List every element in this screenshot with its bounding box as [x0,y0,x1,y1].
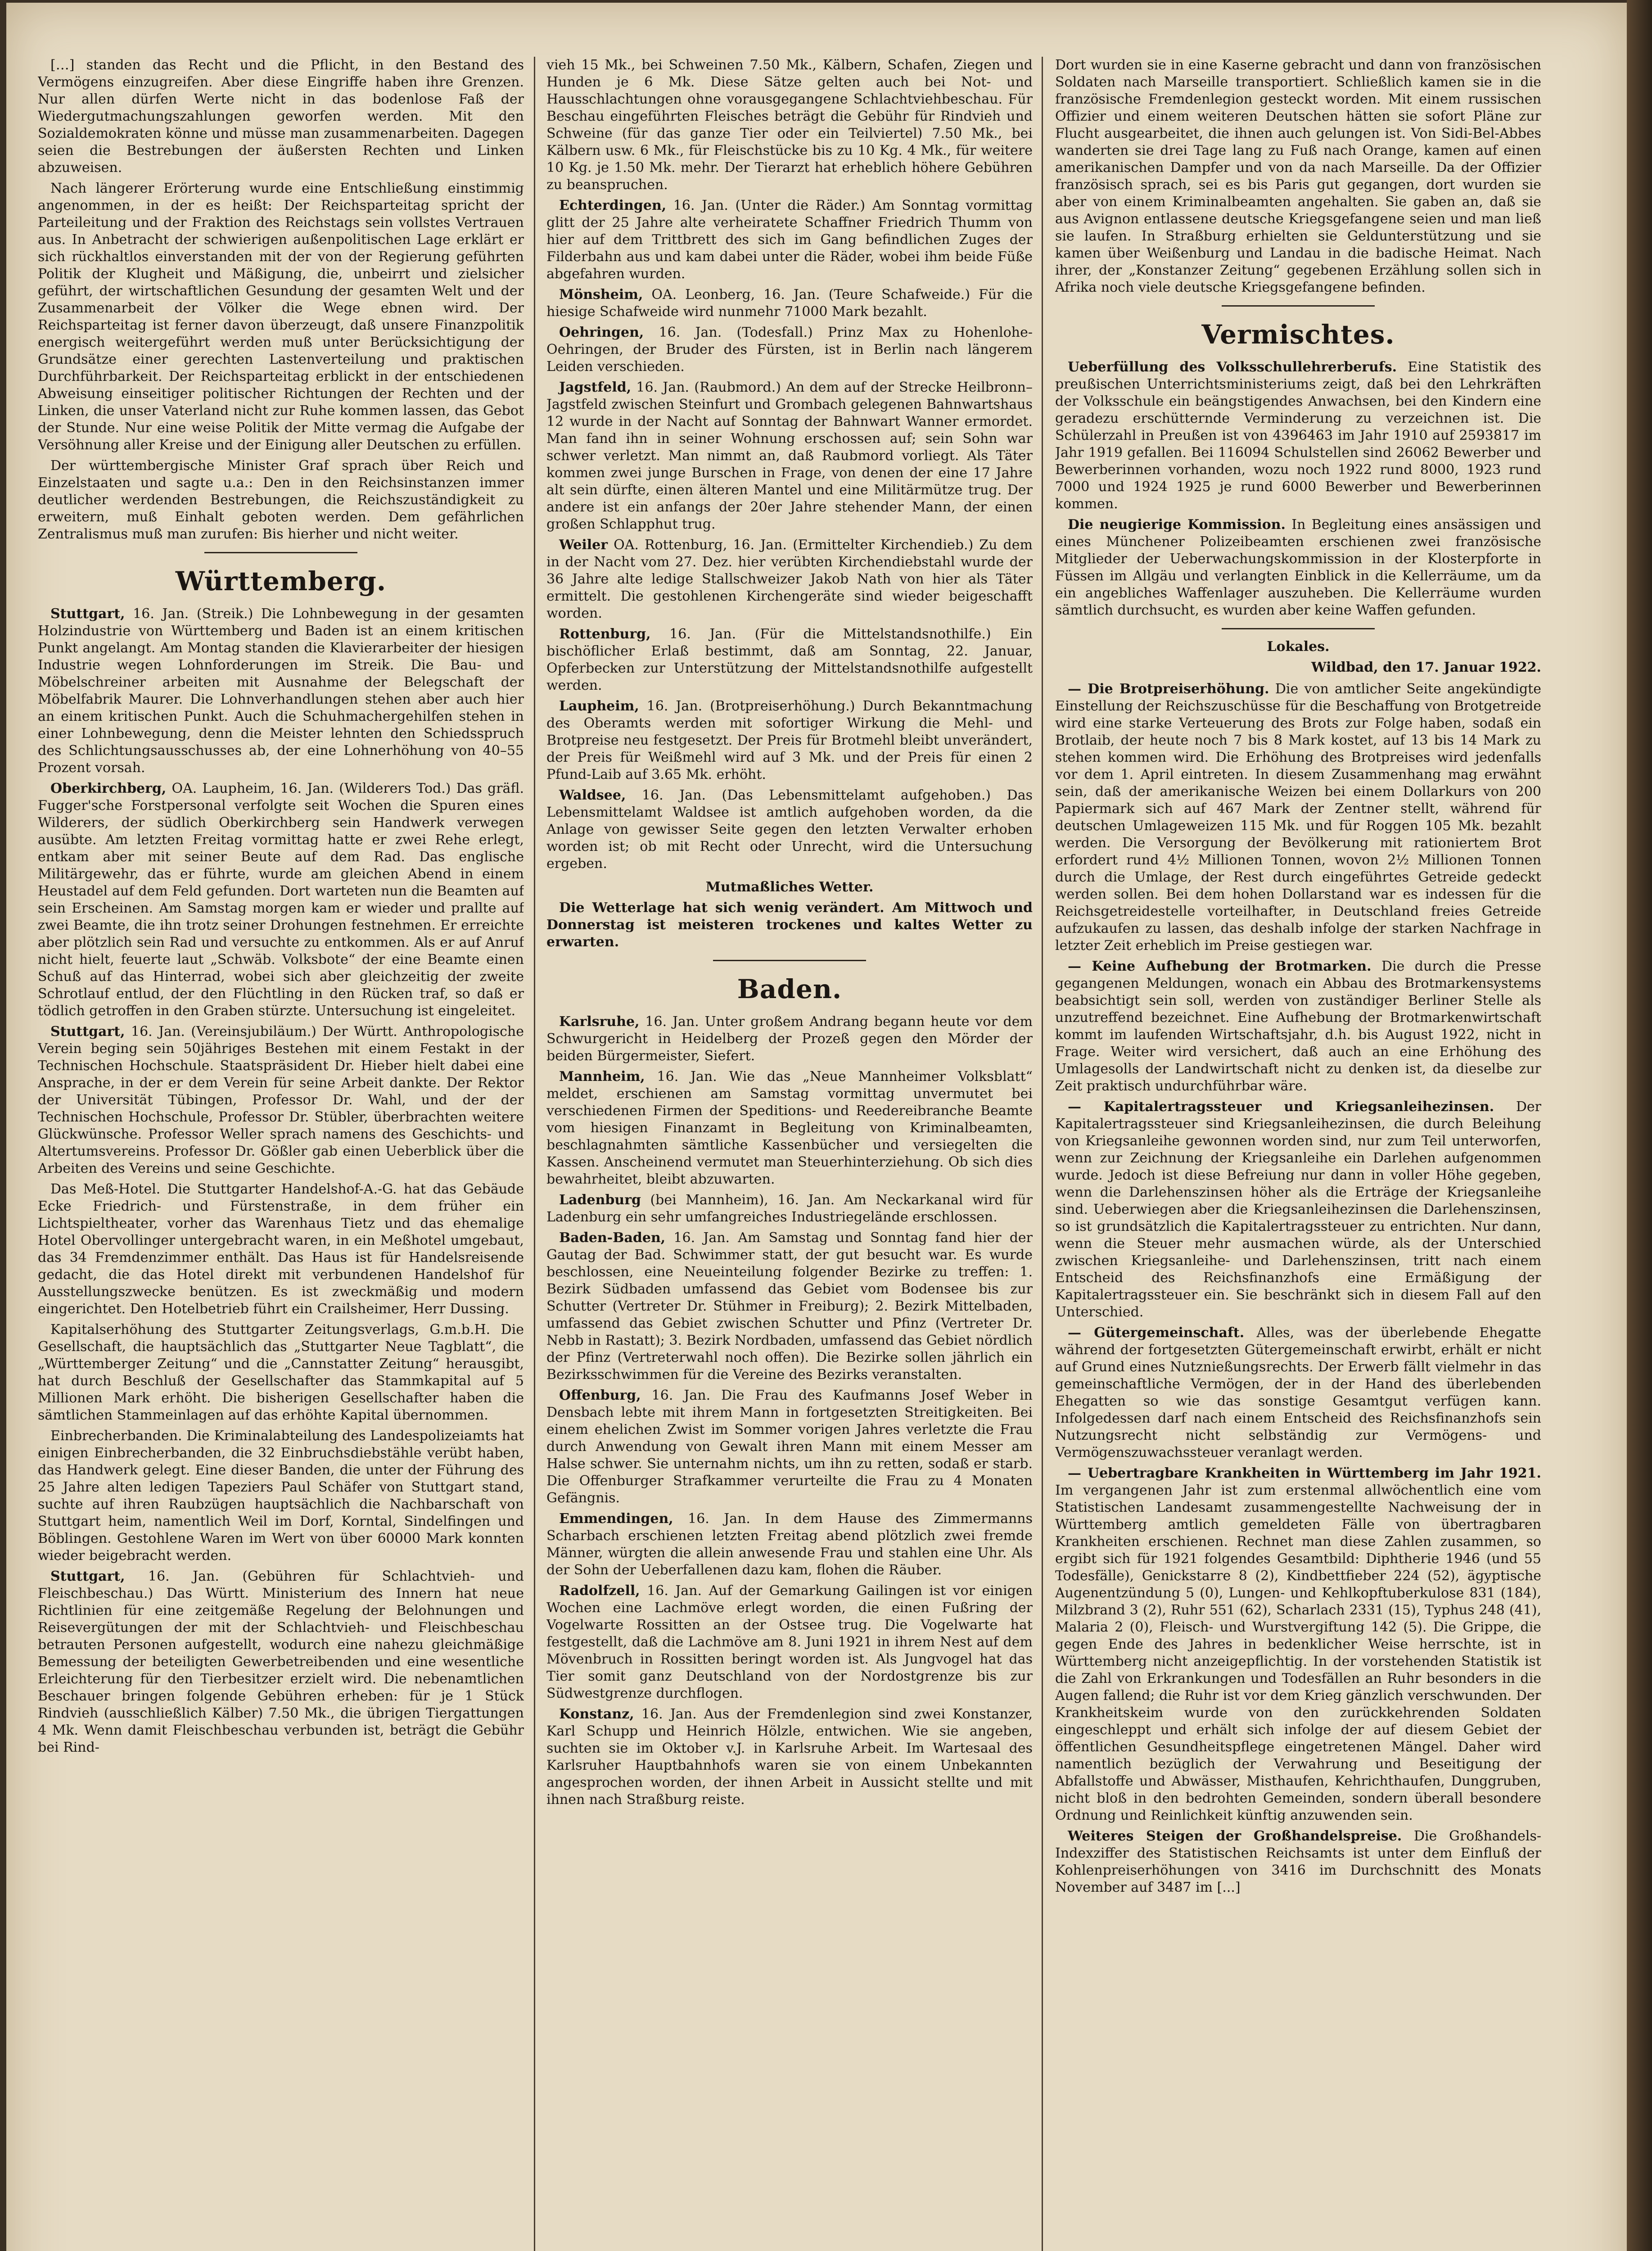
news-item-body: 16. Jan. Auf der Gemarkung Gailingen ist vor einigen Wochen eine Lachmöve erlegt worden, die einen Fußring der Vogelwarte Rossitten an der Ostsee trug. Die Vogelwarte hat festgestellt, daß die Lachmöve am 8. Juni 1921 in ihrem Nest auf dem Mövenbruch in Rossitten beringt worden ist. Als Jungvogel hat das Tier somit ganz Deutschland von der Nordostgrenze bis zur Südwestgrenze durchflogen. [546,1583,1033,1701]
news-item-body: Eine Statistik des preußischen Unterrichtsministeriums zeigt, daß bei den Lehrkräften der Volksschule ein beängstigendes Anwachsen, bei den Kindern eine geradezu erschütternde Verminderung zu verzeichnen ist. Die Schülerzahl in Preußen ist von 4396463 im Jahr 1910 auf 2593817 im Jahr 1919 gefallen. Bei 116094 Schulstellen sind 26062 Bewerber und Bewerberinnen vorhanden, wozu noch 1922 rund 8000, 1923 rund 7000 und 1924 1925 je rund 6000 Bewerber und Bewerberinnen kommen. [1055,359,1541,512]
news-item-dateline: Ladenburg [559,1192,641,1208]
news-item-dateline: Konstanz, [559,1706,634,1722]
article-paragraph: […] standen das Recht und die Pflicht, in den Bestand des Vermögens einzugreifen. Aber diese Eingriffe haben ihre Grenzen. Nur allen dürfen Werte nicht in das bodenlose Faß der Wiedergutmachungszahlungen geworfen werden. Mit den Sozialdemokraten könne und müsse man zusammenarbeiten. Dagegen seien die Bestrebungen der äußersten Rechten und Linken abzuweisen. [38,57,524,176]
news-item-dateline: — Keine Aufhebung der Brotmarken. [1068,958,1372,974]
news-item [546,286,1033,321]
news-item [546,1706,1033,1808]
article-paragraph: Einbrecherbanden. Die Kriminalabteilung des Landespolizeiamts hat einigen Einbrecherbanden, die 32 Einbruchsdiebstähle verübt haben, das Handwerk gelegt. Eine dieser Banden, die unter der Führung des 25 Jahre alten ledigen Tapeziers Paul Schäfer von Stuttgart stand, suchte auf ihren Raubzügen hauptsächlich die Nachbarschaft von Stuttgart heim, namentlich Weil im Dorf, Korntal, Sindelfingen und Böblingen. Gestohlene Waren im Wert von über 60000 Mark konnten wieder beigebracht werden. [38,1428,524,1564]
article-paragraph: Der württembergische Minister Graf sprach über Reich und Einzelstaaten und sagte u.a.: Den in den Reichsinstanzen immer deutlicher werdenden Bestrebungen, die Reichszuständigkeit zu erweitern, muß Einhalt geboten werden. Dem gefährlichen Zentralismus muß man zurufen: Bis hierher und nicht weiter. [38,458,524,542]
news-item [546,537,1033,622]
news-item-dateline: Echterdingen, [559,198,667,213]
article-paragraph: Dort wurden sie in eine Kaserne gebracht und dann von französischen Soldaten nach Marseille transportiert. Schließlich kamen sie in die französische Fremdenlegion gesteckt worden. Mit einem russischen Offizier und einem weiteren Deutschen hätten sie sofort Pläne zur Flucht ausgearbeitet, die ihnen auch gelungen ist. Von Sidi-Bel-Abbes wanderten sie drei Tage lang zu Fuß nach Orange, kamen auf einen amerikanischen Dampfer und von da nach Marseille. Da der Offizier französisch sprach, sei es bis Paris gut gegangen, dort wurden sie aber von einem Kriminalbeamten angehalten. Sie gaben an, daß sie aus Avignon entlassene deutsche Kriegsgefangene seien und man ließ sie laufen. In Straßburg erhielten sie Geldunterstützung und sie kamen über Weißenburg und Landau in die badische Heimat. Nach ihrer, der „Konstanzer Zeitung“ gegebenen Erzählung sollen sich in Afrika noch viele deutsche Kriegsgefangene befinden. [1055,57,1541,295]
news-item [546,197,1033,283]
news-item-dateline: Waldsee, [559,787,626,803]
news-item-body: 16. Jan. (Raubmord.) An dem auf der Strecke Heilbronn–Jagstfeld zwischen Steinfurt und Grombach gelegenen Bahnwartshaus 12 wurde in der Nacht auf Sonntag der Bahnwart Wanner ermordet. Man fand ihn in seiner Wohnung erschossen auf; sein Sohn war schwer verletzt. Man nimmt an, daß Raubmord vorliegt. Als Täter kommen zwei junge Burschen in Frage, von denen der eine 17 Jahre alt sein dürfte, einen älteren Mantel und eine Militärmütze trug. Der andere ist ein anfangs der 20er Jahre stehender Mann, der einen großen Schlapphut trug. [546,380,1033,532]
subsection-heading: Lokales. [1267,639,1330,655]
news-item [1055,681,1541,954]
news-item-body: OA. Rottenburg, 16. Jan. (Ermittelter Kirchendieb.) Zu dem in der Nacht vom 27. Dez. hier verübten Kirchendiebstahl wurde der 36 Jahre alte ledige Stallschweizer Jakob Nath von hier als Täter ermittelt. Die gestohlenen Kirchengeräte sind wieder beigeschafft worden. [546,537,1033,621]
news-item-body: (bei Mannheim), 16. Jan. Am Neckarkanal wird für Ladenburg ein sehr umfangreiches Industriegelände erschlossen. [546,1192,1033,1225]
news-item-body: 16. Jan. In dem Hause des Zimmermanns Scharbach erschienen letzten Freitag abend plötzlich zwei fremde Männer, würgten die allein anwesende Frau und stahlen eine Uhr. Als der Sohn der Ueberfallenen dazu kam, flohen die Räuber. [546,1511,1033,1578]
news-item-body: 16. Jan. (Vereinsjubiläum.) Der Württ. Anthropologische Verein beging sein 50jähriges Bestehen mit einem Festakt in der Technischen Hochschule. Staatspräsident Dr. Hieber hielt dabei eine Ansprache, in der er dem Verein für seine Arbeit dankte. Der Rektor der Universität Tübingen, Professor Dr. Wahl, und der der Technischen Hochschule, Professor Dr. Stübler, überbrachten weitere Glückwünsche. Professor Weller sprach namens des Geschichts- und Altertumsvereins. Professor Dr. Gößler gab einen Ueberblick über die Arbeiten des Vereins und seine Geschichte. [38,1024,524,1176]
news-item [1055,1098,1541,1321]
column-divider-left [534,57,535,2251]
news-item-dateline: Weiteres Steigen der Großhandelspreise. [1068,1828,1402,1844]
news-item-dateline: Laupheim, [559,698,639,714]
news-item [546,1387,1033,1507]
news-item-dateline: Emmendingen, [559,1511,673,1527]
article-paragraph: vieh 15 Mk., bei Schweinen 7.50 Mk., Kälbern, Schafen, Ziegen und Hunden je 6 Mk. Diese Sätze gelten auch bei Not- und Hausschlachtungen ohne vorausgegangene Schlachtviehbeschau. Für Beschau eingeführten Fleisches beträgt die Gebühr für Rindvieh und Schweine (für das ganze Tier oder ein Teilviertel) 7.50 Mk., bei Kälbern usw. 6 Mk., für Fleischstücke bis zu 10 Kg. 4 Mk., für weitere 10 Kg. je 1.50 Mk. mehr. Der Tierarzt hat erheblich höhere Gebühren zu beanspruchen. [546,57,1033,193]
news-item [1055,1465,1541,1824]
news-item [546,1013,1033,1065]
news-item [546,1510,1033,1579]
section-divider [1222,305,1375,307]
news-item [546,626,1033,694]
news-item [1055,516,1541,619]
news-item-dateline: Jagstfeld, [559,380,632,395]
news-item [38,606,524,777]
news-item-dateline: — Die Brotpreiserhöhung. [1068,681,1269,697]
news-item-dateline: Stuttgart, [50,606,125,622]
news-item-dateline: Karlsruhe, [559,1014,640,1030]
news-item-body: 16. Jan. (Unter die Räder.) Am Sonntag vormittag glitt der 25 Jahre alte verheiratete Schaffner Friedrich Thumm von hier auf dem Trittbrett des sich im Gang befindlichen Zuges der Filderbahn aus und kam dabei unter die Räder, wobei ihm beide Füße abgefahren wurden. [546,198,1033,282]
news-item-dateline: Rottenburg, [559,626,651,642]
news-item-body: Alles, was der überlebende Ehegatte während der fortgesetzten Gütergemeinschaft erwirbt, erhält er nicht auf Grund eines Nutznießungsrechts. Der Erwerb fällt vielmehr in das gemeinschaftliche Vermögen, der in der Hand des überlebenden Ehegatten so wie das sonstige Gesamtgut verfügen kann. Infolgedessen darf nach einem Entscheid des Reichsfinanzhofs sein Nutzungsrecht nicht selbständig zur Vermögens- und Vermögenszuwachssteuer veranlagt werden. [1055,1325,1541,1460]
column-right [1055,57,1541,2251]
news-item [546,1192,1033,1226]
news-item-body: Im vergangenen Jahr ist zum erstenmal allwöchentlich eine vom Statistischen Landesamt zusammengestellte Nachweisung der in Württemberg amtlich gemeldeten Fälle von übertragbaren Krankheiten erschienen. Rechnet man diese Zahlen zusammen, so ergibt sich für 1921 folgendes Gesamtbild: Diphtherie 1946 (und 55 Todesfälle), Genickstarre 8 (2), Kindbettfieber 224 (52), ägyptische Augenentzündung 5 (0), Lungen- und Kehlkopftuberkulose 831 (184), Milzbrand 3 (2), Ruhr 551 (62), Scharlach 2331 (15), Typhus 248 (41), Malaria 2 (0), Fleisch- und Wurstvergiftung 142 (5). Die Grippe, die gegen Ende des Jahres in bedenklicher Weise herrschte, ist in Württemberg nicht anzeigepflichtig. In der vorstehenden Statistik ist die Zahl von Erkrankungen und Todesfällen an Ruhr besonders in die Augen fallend; die Ruhr ist vor dem Krieg gänzlich verschwunden. Der Krankheitskeim wurde von den zurückkehrenden Soldaten eingeschleppt und erhält sich infolge der auf diesem Gebiet der öffentlichen Gesundheitspflege eingetretenen Mängel. Daher wird namentlich bezüglich der Verwahrung und Beseitigung der Abfallstoffe und Abwässer, Misthaufen, Kehrichthaufen, Dunggruben, nicht bloß in den bedrohten Gemeinden, sondern überall besondere Ordnung und Reinlichkeit künftig anzuwenden sein. [1055,1483,1541,1823]
news-item-dateline: Weiler [559,537,608,553]
section-divider [713,960,866,961]
news-item-body: Der Kapitalertragssteuer sind Kriegsanleihezinsen, die durch Beleihung von Kriegsanleihe gewonnen worden sind, nur zum Teil unterworfen, wenn zur Zeichnung der Kriegsanleihe ein Darlehen aufgenommen wurde. Jedoch ist diese Befreiung nur dann in voller Höhe gegeben, wenn die Darlehenszinsen höher als die Erträge der Kriegsanleihe sind. Ueberwiegen aber die Kriegsanleihezinsen die Darlehenszinsen, so ist grundsätzlich die Kapitalertragssteuer zu entrichten. Nur dann, wenn die Steuer mehr ausmachen würde, als der Unterschied zwischen Kriegsanleihe- und Darlehenszinsen, tritt nach einem Entscheid des Reichsfinanzhofs eine Ermäßigung der Kapitalertragssteuer ein. Sie beschränkt sich in diesem Fall auf den Unterschied. [1055,1099,1541,1320]
article-paragraph: Das Meß-Hotel. Die Stuttgarter Handelshof-A.-G. hat das Gebäude Ecke Friedrich- und Fürstenstraße, in dem früher ein Lichtspieltheater, vorher das Warenhaus Tietz und das ehemalige Hotel Obervollinger untergebracht waren, in ein Meßhotel umgebaut, das 34 Fremdenzimmer enthält. Das Haus ist für Handelsreisende gedacht, die das Hotel direkt mit verbundenen Handelshof für Ausstellungszwecke benützen. Es ist zweckmäßig und modern eingerichtet. Den Hotelbetrieb führt ein Crailsheimer, Herr Dussing. [38,1181,524,1317]
news-item-body: 16. Jan. (Gebühren für Schlachtvieh- und Fleischbeschau.) Das Württ. Ministerium des Innern hat neue Richtlinien für eine zeitgemäße Regelung der Belohnungen und Reisevergütungen der mit der Schlachtvieh- und Fleischbeschau betrauten Personen aufgestellt, wodurch eine nahezu gleichmäßige Bemessung der beteiligten Gewerbetreibenden und eine wesentliche Erleichterung für den Tierbesitzer erzielt wird. Die nebenamtlichen Beschauer bringen folgende Gebühren erheben: für je 1 Stück Rindvieh (ausschließlich Kälber) 7.50 Mk., die übrigen Tiergattungen 4 Mk. Wenn damit Fleischbeschau verbunden ist, beträgt die Gebühr bei Rind- [38,1568,524,1755]
news-item [546,324,1033,375]
news-item-body: 16. Jan. Wie das „Neue Mannheimer Volksblatt“ meldet, erschienen am Samstag vormittag unvermutet bei verschiedenen Firmen der Speditions- und Reedereibranche Beamte vom hiesigen Finanzamt in Begleitung von Kriminalbeamten, beschlagnahmten sämtliche Kassenbücher und versiegelten die Kassen. Anscheinend vermutet man Steuerhinterziehung. Ob sich dies bewahrheitet, bleibt abzuwarten. [546,1069,1033,1187]
news-item-body: 16. Jan. (Brotpreiserhöhung.) Durch Bekanntmachung des Oberamts werden mit sofortiger Wirkung die Mehl- und Brotpreise neu festgesetzt. Der Preis für Brotmehl bleibt unverändert, der Preis für Weißmehl wird auf 3 Mk. und der Preis für einen 2 Pfund-Laib auf 3.65 Mk. erhöht. [546,698,1033,782]
news-item-body: In Begleitung eines ansässigen und eines Münchener Polizeibeamten erschienen zwei französische Mitglieder der Ueberwachungskommission in der Klosterpforte in Füssen im Allgäu und verlangten Einblick in die Kellerräume, um da ein angebliches Waffenlager auszuheben. Die Kellerräume wurden sämtlich durchsucht, es wurden aber keine Waffen gefunden. [1055,517,1541,618]
section-heading: Württemberg. [175,566,387,597]
news-item [546,787,1033,872]
news-item-body: Die von amtlicher Seite angekündigte Einstellung der Reichszuschüsse für die Beschaffung von Brotgetreide wird eine starke Verteuerung des Brots zur Folge haben, sodaß ein Brotlaib, der heute noch 7 bis 8 Mark kostet, auf 13 bis 14 Mark zu stehen kommen wird. Die Erhöhung des Brotpreises wird jedenfalls vor dem 1. April eintreten. In diesem Zusammenhang mag erwähnt sein, daß der amerikanische Weizen bei einem Dollarkurs von 200 Papiermark sich auf 467 Mark der Zentner stellt, während für deutschen Umlageweizen 115 Mk. und für Roggen 105 Mk. bezahlt werden. Die Versorgung der Bevölkerung mit rationiertem Brot erfordert rund 4½ Millionen Tonnen, wovon 2½ Millionen Tonnen durch die Umlage, der Rest durch eingeführtes Getreide gedeckt werden sollen. Bei dem hohen Dollarstand war es indessen für die Reichsgetreidestelle vorteilhafter, in Deutschland freies Getreide aufzukaufen zu lassen, das deshalb infolge der starken Nachfrage in letzter Zeit erheblich im Preise gestiegen war. [1055,681,1541,954]
news-item-body: 16. Jan. (Todesfall.) Prinz Max zu Hohenlohe-Oehringen, der Bruder des Fürsten, ist in Berlin nach längerem Leiden verschieden. [546,325,1033,375]
news-item-body: 16. Jan. Aus der Fremdenlegion sind zwei Konstanzer, Karl Schupp und Heinrich Hölzle, entwichen. Wie sie angeben, suchten sie im Oktober v.J. in Karlsruhe Arbeit. Im Wartesaal des Karlsruher Hauptbahnhofs waren sie von einem Unbekannten angesprochen worden, der ihnen Arbeit in Aussicht stellte und mit ihnen nach Straßburg reiste. [546,1706,1033,1808]
news-item [38,1568,524,1756]
news-item-body: 16. Jan. (Für die Mittelstandsnothilfe.) Ein bischöflicher Erlaß bestimmt, daß am Sonntag, 22. Januar, Opferbecken zur Unterstützung der Mittelstandsnothilfe aufgestellt werden. [546,626,1033,693]
news-item-dateline: — Kapitalertragssteuer und Kriegsanleihezinsen. [1068,1099,1494,1115]
news-item-dateline: Baden-Baden, [559,1230,666,1246]
news-item [1055,359,1541,513]
news-item-dateline: Radolfzell, [559,1583,640,1599]
binding-edge [1627,0,1652,2251]
news-item-dateline: Stuttgart, [50,1024,125,1040]
news-item [546,698,1033,783]
news-item [1055,1324,1541,1461]
news-item-body: OA. Leonberg, 16. Jan. (Teure Schafweide.) Für die hiesige Schafweide wird nunmehr 71000 Mark bezahlt. [546,287,1033,320]
news-item [1055,1828,1541,1896]
news-item [38,1023,524,1177]
news-item-body: 16. Jan. Unter großem Andrang begann heute vor dem Schwurgericht in Heidelberg der Prozeß gegen den Mörder der beiden Bürgermeister, Siefert. [546,1014,1033,1064]
news-item [38,780,524,1020]
news-item-dateline: Oberkirchberg, [50,781,167,796]
dateline: Wildbad, den 17. Januar 1922. [1311,660,1541,675]
news-item-body: Die durch die Presse gegangenen Meldungen, wonach ein Abbau des Brotmarkensystems beabsichtigt sein soll, werden von zuständiger Berliner Stelle als unzutreffend bezeichnet. Eine Aufhebung der Brotmarkenwirtschaft kommt im laufenden Wirtschaftsjahr, d.h. bis August 1922, nicht in Frage. Weiter wird versichert, daß auch an eine Erhöhung des Umlagesolls der Landwirtschaft nicht zu denken ist, da dieselbe zur Zeit praktisch undurchführbar wäre. [1055,958,1541,1094]
section-divider [1222,628,1375,629]
news-item-body: Die Großhandels-Indexziffer des Statistischen Reichsamts ist unter dem Einfluß der Kohlenpreiserhöhungen von 3416 im Durchschnitt des Monats November auf 3487 im [...] [1055,1828,1541,1895]
section-heading: Baden. [737,974,842,1004]
column-middle [546,57,1033,2251]
news-item [1055,958,1541,1095]
article-paragraph: Nach längerer Erörterung wurde eine Entschließung einstimmig angenommen, in der es heißt: Der Reichsparteitag spricht der Parteileitung und der Fraktion des Reichstags sein vollstes Vertrauen aus. In Anbetracht der schwierigen außenpolitischen Lage erklärt er sich rückhaltlos einverstanden mit der von der Regierung geführten Politik der Klugheit und Mäßigung, die, unbeirrt und zielsicher geführt, der wirtschaftlichen Gesundung der gesamten Welt und der Zusammenarbeit der Völker die Wege ebnen wird. Der Reichsparteitag ist ferner davon überzeugt, daß unsere Finanzpolitik energisch weitergeführt werden muß unter Berücksichtigung der Grundsätze einer gerechten Lastenverteilung und praktischen Durchführbarkeit. Der Reichsparteitag erblickt in der entschiedenen Abweisung einseitiger politischer Richtungen der Rechten und der Linken, die unser Vaterland nicht zur Ruhe kommen lassen, das Gebot der Stunde. Nur eine weise Politik der Mitte vermag die Aufgabe der Versöhnung aller Kreise und der Einigung aller Deutschen zu erfüllen. [38,181,524,453]
news-item [546,1068,1033,1188]
news-item-body: 16. Jan. Am Samstag und Sonntag fand hier der Gautag der Bad. Schwimmer statt, der gut besucht war. Es wurde beschlossen, eine Neueinteilung folgender Bezirke zu treffen: 1. Bezirk Südbaden umfassend das Gebiet vom Bodensee bis zur Schutter (Vertreter Dr. Stühmer in Freiburg); 2. Bezirk Mittelbaden, umfassend das Gebiet zwischen Schutter und Pfinz (Vertreter Dr. Nebb in Rastatt); 3. Bezirk Nordbaden, umfassend das Gebiet nördlich der Pfinz (Vertreterwahl noch offen). Die Bezirke sollen jährlich ein Bezirksschwimmen für die Vereine des Bezirks veranstalten. [546,1230,1033,1383]
news-item-body: OA. Laupheim, 16. Jan. (Wilderers Tod.) Das gräfl. Fugger'sche Forstpersonal verfolgte seit Wochen die Spuren eines Wilderers, der südlich Oberkirchberg sein Handwerk verwegen ausübte. Am letzten Freitag vormittag hatte er zwei Rehe erlegt, entkam aber mit seiner Beute auf dem Rad. Das englische Militärgewehr, das er führte, wurde am gleichen Abend in einem Heustadel auf dem Feld gefunden. Dort warteten nun die Beamten auf sein Erscheinen. Am Samstag morgen kam er wieder und prallte auf zwei Beamte, die ihn trotz seiner Drohungen festnehmen. Er erreichte aber plötzlich sein Rad und versuchte zu entkommen. Als er auf Anruf nicht hielt, feuerte laut „Schwäb. Volksbote“ der eine Beamte einen Schuß auf das Hinterrad, wobei sich aber gleichzeitig der zweite Schrotlauf entlud, der den Flüchtling in den Rücken traf, so daß er tödlich getroffen in den Graben stürzte. Untersuchung ist eingeleitet. [38,781,524,1019]
news-item-dateline: Stuttgart, [50,1568,125,1584]
newspaper-page [6,3,1627,2251]
subsection-heading: Mutmaßliches Wetter. [705,879,874,895]
news-item-dateline: Offenburg, [559,1388,641,1403]
news-item-dateline: Mannheim, [559,1069,645,1085]
article-paragraph: Kapitalserhöhung des Stuttgarter Zeitungsverlags, G.m.b.H. Die Gesellschaft, die hauptsächlich das „Stuttgarter Neue Tagblatt“, die „Württemberger Zeitung“ und die „Cannstatter Zeitung“ herausgibt, hat durch Beschluß der Gesellschafter das Stammkapital auf 5 Millionen Mark erhöht. Die bisherigen Gesellschafter haben die sämtlichen Stammeinlagen auf das erhöhte Kapital übernommen. [38,1322,524,1423]
article-paragraph: Die Wetterlage hat sich wenig verändert. Am Mittwoch und Donnerstag ist meisteren trockenes und kaltes Wetter zu erwarten. [546,900,1033,950]
section-divider [204,552,357,553]
news-item [546,379,1033,533]
news-item-body: 16. Jan. (Das Lebensmittelamt aufgehoben.) Das Lebensmittelamt Waldsee ist amtlich aufgehoben worden, da die Anlage von gewisser Seite gegen den letzten Verwalter erhoben worden ist; ob mit Recht oder Unrecht, wird die Untersuchung ergeben. [546,787,1033,872]
news-item-dateline: — Gütergemeinschaft. [1068,1325,1245,1341]
column-left [38,57,524,2251]
section-heading: Vermischtes. [1201,319,1395,350]
news-item-body: 16. Jan. (Streik.) Die Lohnbewegung in der gesamten Holzindustrie von Württemberg und Baden ist an einem kritischen Punkt angelangt. Am Montag standen die Klavierarbeiter der hiesigen Industrie wegen Lohnforderungen im Streik. Die Bau- und Möbelschreiner arbeiten mit Ausnahme der Belegschaft der Möbelfabrik Maurer. Die Lohnverhandlungen stehen aber auch hier an einem kritischen Punkt. Auch die Schuhmachergehilfen stehen in einer Lohnbewegung, denn die Meister lehnten den Schiedsspruch des Schlichtungsausschusses ab, der eine Lohnerhöhung von 40–55 Prozent vorsah. [38,606,524,776]
news-item-dateline: Mönsheim, [559,287,643,303]
news-item [546,1582,1033,1702]
news-item-dateline: Ueberfüllung des Volksschullehrerberufs. [1068,359,1397,375]
column-divider-right [1042,57,1043,2251]
news-item [546,1229,1033,1383]
news-item-dateline: — Uebertragbare Krankheiten in Württemberg im Jahr 1921. [1068,1465,1541,1481]
news-item-dateline: Oehringen, [559,325,644,340]
news-item-body: 16. Jan. Die Frau des Kaufmanns Josef Weber in Densbach lebte mit ihrem Mann in fortgesetzten Streitigkeiten. Bei einem ehelichen Zwist im Sommer vorigen Jahres verletzte die Frau durch Anwendung von Gewalt ihren Mann mit einem Messer am Halse schwer. Sie unternahm nichts, um ihn zu retten, sodaß er starb. Die Offenburger Strafkammer verurteilte die Frau zu 4 Monaten Gefängnis. [546,1388,1033,1506]
news-item-dateline: Die neugierige Kommission. [1068,517,1286,533]
